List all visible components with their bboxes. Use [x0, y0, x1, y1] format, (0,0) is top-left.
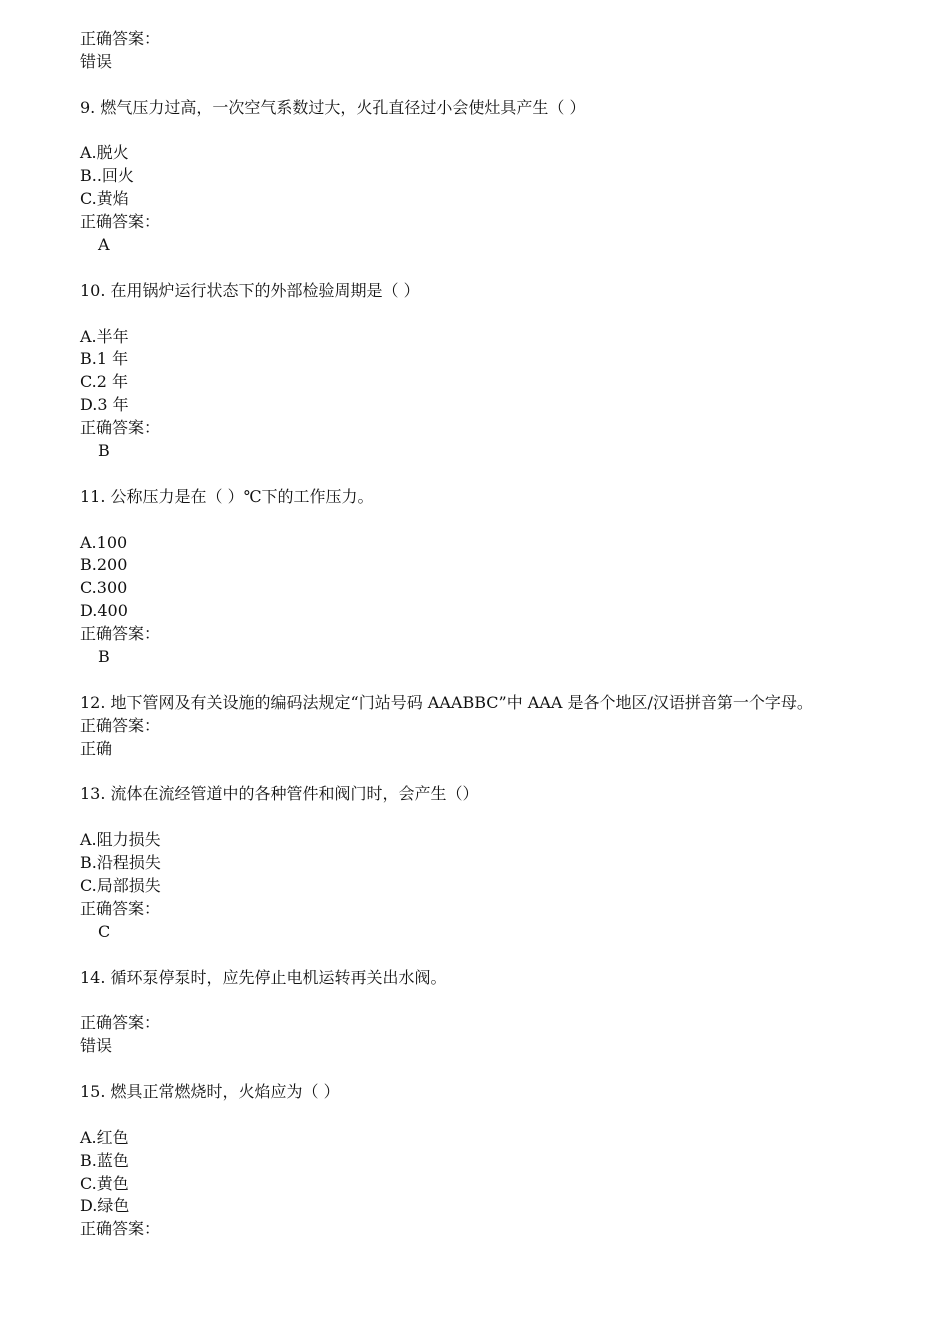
answer-value: 错误 [80, 1036, 113, 1056]
option-item: A.红色 [80, 1127, 129, 1147]
question-title: 13. 流体在流经管道中的各种管件和阀门时，会产生（） [80, 784, 479, 804]
answer-label: 正确答案： [80, 212, 161, 232]
answer-label: 正确答案： [80, 1013, 161, 1033]
question-title: 14. 循环泵停泵时，应先停止电机运转再关出水阀。 [80, 967, 447, 987]
option-item: A.脱火 [80, 143, 129, 163]
question-title: 10. 在用锅炉运行状态下的外部检验周期是（ ） [80, 280, 420, 300]
option-item: A.半年 [80, 326, 129, 346]
option-item: A.100 [80, 532, 128, 552]
document-page [80, 28, 920, 1241]
question-title: 11. 公称压力是在（ ）℃下的工作压力。 [80, 486, 374, 506]
answer-value: B [98, 441, 110, 461]
option-item: C.黄色 [80, 1173, 129, 1193]
answer-label: 正确答案： [80, 624, 161, 644]
question-title: 9. 燃气压力过高，一次空气系数过大，火孔直径过小会使灶具产生（ ） [80, 97, 586, 117]
option-item: B.1 年 [80, 349, 129, 369]
option-item: B.蓝色 [80, 1150, 129, 1170]
answer-label: 正确答案： [80, 715, 161, 735]
option-item: C.2 年 [80, 372, 129, 392]
answer-value: B [98, 647, 110, 667]
option-item: B..回火 [80, 166, 134, 186]
option-item: C.黄焰 [80, 189, 129, 209]
answer-value: 正确 [80, 738, 113, 758]
option-item: C.300 [80, 578, 128, 598]
answer-value: 错误 [80, 51, 113, 71]
answer-label: 正确答案： [80, 29, 161, 48]
question-title: 12. 地下管网及有关设施的编码法规定“门站号码 AAABBC”中 AAA 是各个地区/汉语拼音第一个字母。 [80, 692, 813, 712]
option-item: B.200 [80, 555, 128, 575]
option-item: D.绿色 [80, 1196, 130, 1216]
option-item: D.400 [80, 601, 128, 621]
answer-value: A [98, 235, 110, 255]
question-title: 15. 燃具正常燃烧时，火焰应为（ ） [80, 1081, 340, 1101]
answer-label: 正确答案： [80, 898, 161, 918]
option-item: A.阻力损失 [80, 830, 161, 850]
answer-value: C [98, 921, 111, 941]
option-item: B.沿程损失 [80, 853, 161, 873]
option-item: C.局部损失 [80, 875, 161, 895]
answer-label: 正确答案： [80, 1219, 161, 1239]
option-item: D.3 年 [80, 395, 129, 415]
answer-label: 正确答案： [80, 418, 161, 438]
